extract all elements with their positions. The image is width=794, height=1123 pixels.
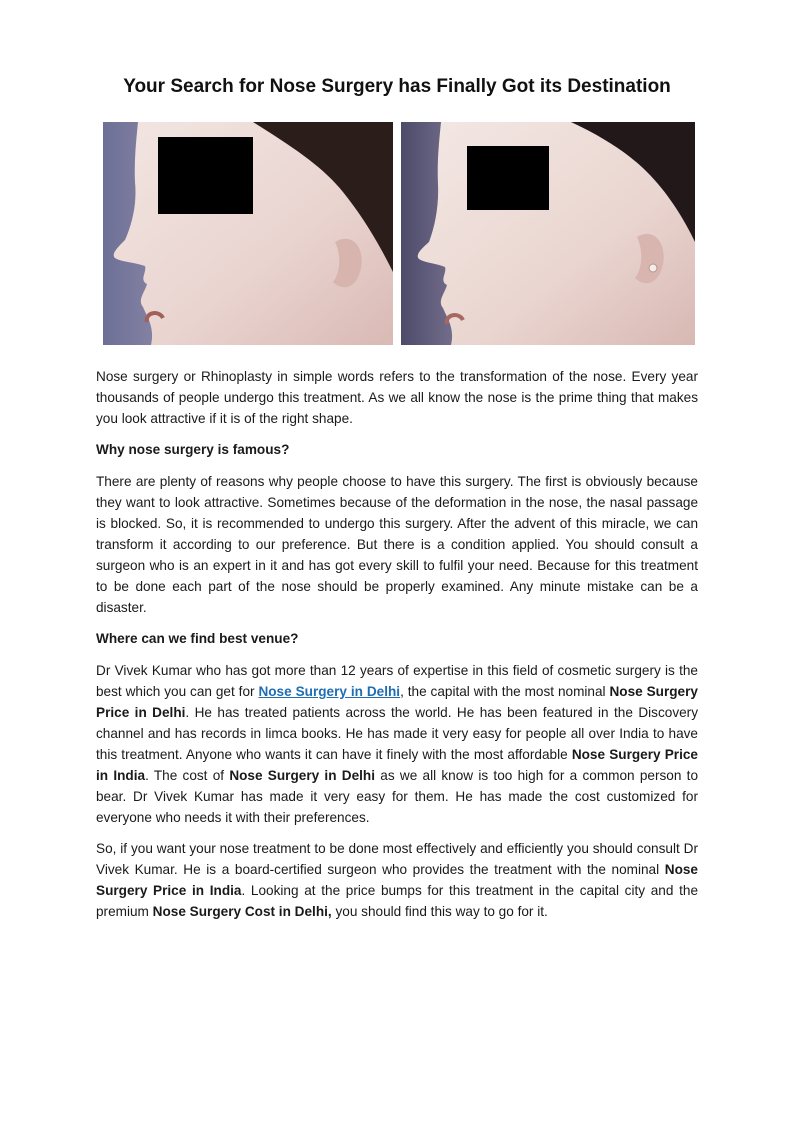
text-span: Dr Vivek Kumar who has got more than 12 years of expertise in this field of cosmetic surgery is the best which you can get for (96, 663, 698, 699)
intro-paragraph: Nose surgery or Rhinoplasty in simple words refers to the transformation of the nose. Every year thousands of people undergo this treatment. As we all know the nose is the prime thing that makes you look attractive if it is of the right shape. (96, 369, 698, 426)
where-paragraph (96, 660, 698, 828)
page-title: Your Search for Nose Surgery has Finally Got its Destination (123, 76, 671, 97)
text-span: . He has treated patients across the world. He has been featured in the Discovery channel and has records in limca books. He has made it very easy for people all over India to have this treatment. Anyone who wants it can have it finely with the most affordable (96, 705, 699, 762)
bold-keyword: Nose Surgery Price in India (96, 862, 698, 898)
after-photo (401, 122, 695, 345)
article-body (96, 366, 698, 932)
text-span: you should find this way to go for it. (331, 904, 548, 919)
section-heading-why: Why nose surgery is famous? (96, 442, 290, 457)
nose-surgery-delhi-link[interactable]: Nose Surgery in Delhi (258, 684, 401, 699)
bold-keyword: Nose Surgery Cost in Delhi, (152, 904, 332, 919)
text-span: , the capital with the most nominal (400, 684, 610, 699)
bold-keyword: Nose Surgery in Delhi (229, 768, 376, 783)
section-heading-where: Where can we find best venue? (96, 631, 299, 646)
why-paragraph: There are plenty of reasons why people choose to have this surgery. The first is obviously because they want to look attractive. Sometimes because of the deformation in the nose, the nasal passage is blocked. So, it is recommended to undergo this surgery. After the advent of this miracle, we can transform it according to our preference. But there is a condition applied. You should consult a surgeon who is an expert in it and has got every skill to fulfil your need. Because for this treatment to be done each part of the nose should be properly examined. Any minute mistake can be a disaster. (96, 474, 698, 615)
text-span: as we all know is too high for a common person to bear. Dr Vivek Kumar has made it very easy for them. He has made the cost customized for everyone who needs it with their preferences. (96, 768, 698, 825)
text-span: So, if you want your nose treatment to be done most effectively and efficiently you should consult Dr Vivek Kumar. He is a board-certified surgeon who provides the treatment with the nominal (96, 841, 698, 877)
bold-keyword: Nose Surgery Price in India (96, 747, 698, 783)
censor-box (467, 146, 549, 210)
before-photo (103, 122, 393, 345)
conclusion-paragraph (96, 838, 698, 922)
bold-keyword: Nose Surgery Price in Delhi (96, 684, 698, 720)
text-span: . Looking at the price bumps for this treatment in the capital city and the premium (96, 883, 699, 919)
censor-box (158, 137, 253, 214)
text-span: . The cost of (145, 768, 230, 783)
